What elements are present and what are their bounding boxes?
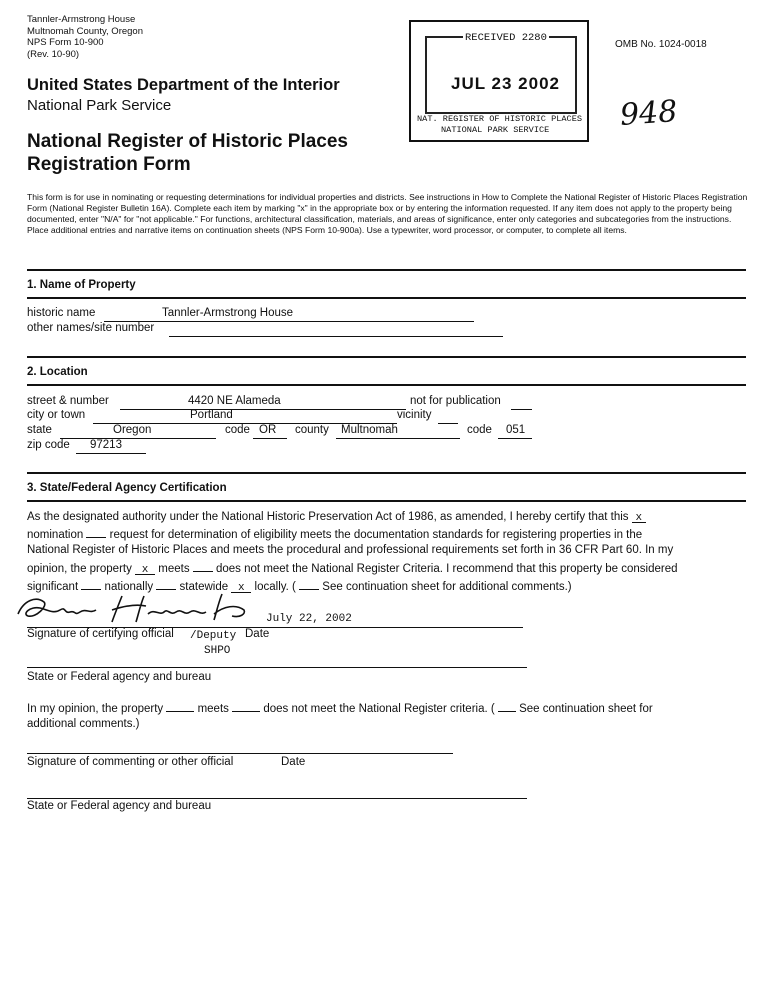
determination-checkbox[interactable] [86,525,106,538]
nomination-checkbox[interactable] [632,510,646,523]
cert-text-b: nomination [27,529,84,542]
cert-text-f: meets [158,562,190,575]
other-names-label: other names/site number [27,322,155,334]
nationally-checkbox[interactable] [81,577,101,590]
statewide-checkbox[interactable] [156,577,176,590]
historic-name-value: Tannler-Armstrong House [162,307,294,319]
does-not-meet-checkbox[interactable] [193,559,213,572]
section2-title: 2. Location [27,366,88,378]
opinion-text-b: meets [197,703,229,715]
cert-text-g: does not meet the National Register Criteria. I recommend that this property be considered [216,562,678,575]
state-code-label: code [225,424,250,436]
bureau2-label: State or Federal agency and bureau [27,800,212,812]
opinion-meets-checkbox[interactable] [166,699,194,712]
handwritten-number: 948 [618,94,679,133]
omb-number: OMB No. 1024-0018 [615,39,707,50]
opinion-not-meet-checkbox[interactable] [232,699,260,712]
cert-text-e: opinion, the property [27,562,132,575]
signature-date: July 22, 2002 [266,613,352,625]
cert-text-a: As the designated authority under the National Historic Preservation Act of 1986, as amended, I hereby certify that this [27,511,629,523]
opinion-text-c: does not meet the National Register criteria. ( [263,703,495,715]
form-title-line2: Registration Form [27,154,191,175]
bureau2-line[interactable] [27,784,527,799]
signature-date-label: Date [245,628,270,640]
bureau-label: State or Federal agency and bureau [27,671,212,683]
signature-office: SHPO [204,645,231,657]
city-value: Portland [190,409,233,421]
street-value: 4420 NE Alameda [188,395,281,407]
opinion-paragraph [27,699,743,732]
comment-signature-label: Signature of commenting or other official [27,756,234,768]
cert-text-d: National Register of Historic Places and meets the procedural and professional requirements set forth in 36 CFR Part 60. In my [27,544,674,557]
header-block [27,14,143,60]
cert-text-h: significant [27,580,79,593]
other-names-line[interactable] [169,322,503,337]
nomination-mark: x [635,512,643,524]
divider-bottom-s1-title [27,297,746,299]
stamp-received: RECEIVED 2280 [465,32,547,44]
county-value: Multnomah [341,424,398,436]
locally-mark: x [238,581,245,594]
signature-title: /Deputy [190,630,237,642]
signature-label: Signature of certifying official [27,628,174,640]
cert-text-i: nationally [104,580,154,593]
cert-text-l: See continuation sheet for additional comments.) [322,580,572,593]
instructions: This form is for use in nominating or requesting determinations for individual properties and districts. See instructions in How to Complete the National Register of Historic Places Registration Form (National Register Bulletin 16A). Complete each item by marking "x" in the appropriate box or by entering the information requested. If any item does not apply to the property being documented, enter "N/A" for "not applicable." For functions, architectural classification, materials, and areas of significance, enter only categories and subcategories from the instructions. Place additional entries and narrative items on continuation sheets (NPS Form 10-900a). Use a typewriter, word processor, or computer, to complete all items. [27,192,748,235]
divider-top-s1 [27,269,746,271]
locally-checkbox[interactable] [231,580,251,593]
bureau-line[interactable] [27,653,527,668]
certification-paragraph [27,510,743,595]
not-for-publication-box[interactable] [511,395,532,410]
received-stamp [409,20,589,142]
vicinity-box[interactable] [438,409,458,424]
street-label: street & number [27,395,109,407]
county-code-label: code [467,424,492,436]
stamp-register: NAT. REGISTER OF HISTORIC PLACES [417,114,583,124]
vicinity-label: vicinity [397,409,432,421]
county-label: county [295,424,329,436]
opinion-continuation-checkbox[interactable] [498,699,516,712]
divider-bottom-s2-title [27,384,746,386]
header-revision: (Rev. 10-90) [27,48,80,60]
opinion-text-d: See continuation sheet for [519,703,653,715]
comment-date-label: Date [281,756,306,768]
zip-value: 97213 [90,439,122,451]
divider-bottom-s3-title [27,500,746,502]
cert-text-k: locally. ( [254,580,296,593]
opinion-text-a: In my opinion, the property [27,703,164,715]
state-code-value: OR [259,424,277,436]
header-county-state: Multnomah County, Oregon [27,25,143,37]
divider-top-s3 [27,472,746,474]
city-line[interactable] [93,409,397,424]
city-label: city or town [27,409,86,421]
historic-name-label: historic name [27,307,96,319]
meets-mark: x [141,563,149,576]
header-property-name: Tannler-Armstrong House [27,14,136,25]
cert-text-c: request for determination of eligibility meets the documentation standards for registering properties in the [109,529,643,542]
meets-checkbox[interactable] [135,562,155,575]
opinion-text-e: additional comments.) [27,718,140,731]
state-value: Oregon [113,424,152,436]
stamp-date: JUL 23 2002 [451,74,560,93]
state-label: state [27,424,52,436]
service-title: National Park Service [27,97,172,114]
stamp-service: NATIONAL PARK SERVICE [441,125,550,135]
comment-signature-line[interactable] [27,739,453,754]
form-title-line1: National Register of Historic Places [27,131,348,152]
continuation-checkbox[interactable] [299,577,319,590]
not-for-publication-label: not for publication [410,395,501,407]
zip-label: zip code [27,439,70,451]
header-form-number: NPS Form 10-900 [27,37,104,48]
divider-top-s2 [27,356,746,358]
department-title: United States Department of the Interior [27,76,340,94]
section3-title: 3. State/Federal Agency Certification [27,482,227,494]
county-code-value: 051 [506,424,526,436]
section1-title: 1. Name of Property [27,279,136,291]
cert-text-j: statewide [179,580,229,593]
